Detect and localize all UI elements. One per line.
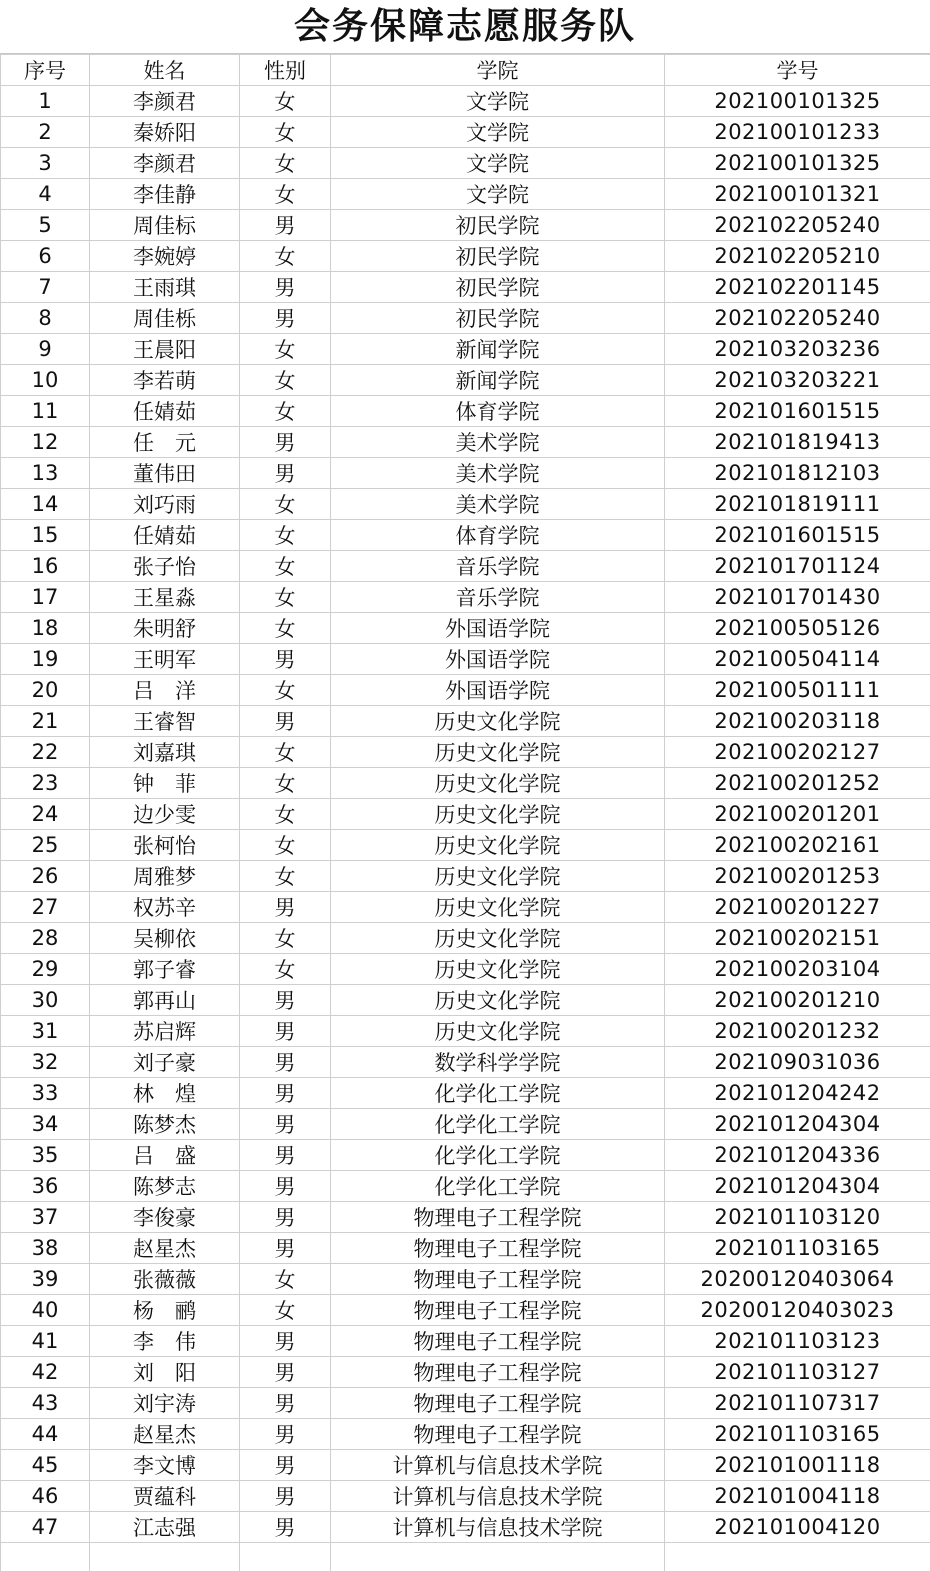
cell-name[interactable]: 陈梦杰 xyxy=(90,1109,240,1140)
cell-gender[interactable]: 女 xyxy=(240,241,331,272)
table-row xyxy=(1,1016,930,1047)
cell-gender[interactable]: 女 xyxy=(240,861,331,892)
table-row xyxy=(1,1047,930,1078)
table-row xyxy=(1,1326,930,1357)
table-row xyxy=(1,520,930,551)
cell-gender[interactable]: 男 xyxy=(240,985,331,1016)
cell-seq[interactable]: 40 xyxy=(1,1295,90,1326)
cell-college[interactable]: 体育学院 xyxy=(331,396,665,427)
cell-college[interactable]: 历史文化学院 xyxy=(331,954,665,985)
cell-gender[interactable]: 女 xyxy=(240,396,331,427)
table-row xyxy=(1,1295,930,1326)
cell-seq[interactable]: 28 xyxy=(1,923,90,954)
cell-gender[interactable]: 男 xyxy=(240,1233,331,1264)
cell-seq[interactable]: 2 xyxy=(1,117,90,148)
cell-student-id[interactable]: 202101001118 xyxy=(665,1450,930,1481)
cell-name[interactable]: 吴柳依 xyxy=(90,923,240,954)
empty-cell[interactable] xyxy=(240,1543,331,1572)
cell-college[interactable]: 历史文化学院 xyxy=(331,706,665,737)
cell-gender[interactable]: 男 xyxy=(240,1450,331,1481)
cell-name[interactable]: 刘嘉琪 xyxy=(90,737,240,768)
cell-college[interactable]: 计算机与信息技术学院 xyxy=(331,1481,665,1512)
cell-name[interactable]: 任婧茹 xyxy=(90,396,240,427)
cell-college[interactable]: 美术学院 xyxy=(331,489,665,520)
cell-name[interactable]: 郭再山 xyxy=(90,985,240,1016)
cell-college[interactable]: 美术学院 xyxy=(331,427,665,458)
cell-name[interactable]: 李婉婷 xyxy=(90,241,240,272)
cell-college[interactable]: 历史文化学院 xyxy=(331,861,665,892)
cell-name[interactable]: 任 元 xyxy=(90,427,240,458)
cell-college[interactable]: 文学院 xyxy=(331,86,665,117)
cell-name[interactable]: 杨 鹂 xyxy=(90,1295,240,1326)
cell-student-id[interactable]: 202101204336 xyxy=(665,1140,930,1171)
cell-name[interactable]: 王明军 xyxy=(90,644,240,675)
cell-college[interactable]: 初民学院 xyxy=(331,303,665,334)
cell-seq[interactable]: 19 xyxy=(1,644,90,675)
cell-college[interactable]: 物理电子工程学院 xyxy=(331,1233,665,1264)
cell-name[interactable]: 李若萌 xyxy=(90,365,240,396)
cell-student-id[interactable]: 202101701430 xyxy=(665,582,930,613)
cell-gender[interactable]: 女 xyxy=(240,489,331,520)
cell-name[interactable]: 陈梦志 xyxy=(90,1171,240,1202)
cell-seq[interactable]: 5 xyxy=(1,210,90,241)
cell-name[interactable]: 苏启辉 xyxy=(90,1016,240,1047)
table-row xyxy=(1,551,930,582)
table-row xyxy=(1,179,930,210)
cell-seq[interactable]: 26 xyxy=(1,861,90,892)
cell-student-id[interactable]: 2020012040306‪4 xyxy=(665,1264,930,1295)
cell-name[interactable]: 吕 盛 xyxy=(90,1140,240,1171)
cell-gender[interactable]: 女 xyxy=(240,737,331,768)
cell-college[interactable]: 初民学院 xyxy=(331,241,665,272)
cell-student-id[interactable]: 202100202151 xyxy=(665,923,930,954)
cell-gender[interactable]: 男 xyxy=(240,1171,331,1202)
cell-student-id[interactable]: 202100101325 xyxy=(665,86,930,117)
cell-name[interactable]: 刘子豪 xyxy=(90,1047,240,1078)
cell-seq[interactable]: 37 xyxy=(1,1202,90,1233)
table-row xyxy=(1,458,930,489)
cell-gender[interactable]: 女 xyxy=(240,613,331,644)
cell-student-id[interactable]: 202101004120 xyxy=(665,1512,930,1543)
cell-seq[interactable]: 21 xyxy=(1,706,90,737)
cell-name[interactable]: 钟 菲 xyxy=(90,768,240,799)
cell-seq[interactable]: 16 xyxy=(1,551,90,582)
cell-student-id[interactable]: 202102205240 xyxy=(665,210,930,241)
cell-seq[interactable]: 30 xyxy=(1,985,90,1016)
table-row xyxy=(1,985,930,1016)
cell-seq[interactable]: 1 xyxy=(1,86,90,117)
table-row xyxy=(1,768,930,799)
cell-student-id[interactable]: 202101819413 xyxy=(665,427,930,458)
cell-college[interactable]: 美术学院 xyxy=(331,458,665,489)
cell-gender[interactable]: 男 xyxy=(240,427,331,458)
cell-student-id[interactable]: 202100101325 xyxy=(665,148,930,179)
cell-gender[interactable]: 女 xyxy=(240,551,331,582)
cell-college[interactable]: 化学化工学院 xyxy=(331,1171,665,1202)
table-row xyxy=(1,365,930,396)
cell-college[interactable]: 外国语学院 xyxy=(331,675,665,706)
cell-student-id[interactable]: 202100203104 xyxy=(665,954,930,985)
cell-student-id[interactable]: 202101701124 xyxy=(665,551,930,582)
table-row xyxy=(1,582,930,613)
cell-seq[interactable]: 24 xyxy=(1,799,90,830)
table-row xyxy=(1,1481,930,1512)
cell-student-id[interactable]: 202100201210 xyxy=(665,985,930,1016)
cell-gender[interactable]: 男 xyxy=(240,1419,331,1450)
cell-seq[interactable]: 42 xyxy=(1,1357,90,1388)
cell-seq[interactable]: 9 xyxy=(1,334,90,365)
cell-college[interactable]: 文学院 xyxy=(331,117,665,148)
cell-seq[interactable]: 18 xyxy=(1,613,90,644)
cell-name[interactable]: 王雨琪 xyxy=(90,272,240,303)
cell-student-id[interactable]: 202101204242 xyxy=(665,1078,930,1109)
cell-seq[interactable]: 35 xyxy=(1,1140,90,1171)
cell-student-id[interactable]: 202102205210 xyxy=(665,241,930,272)
cell-gender[interactable]: 男 xyxy=(240,1326,331,1357)
empty-row xyxy=(1,1543,930,1572)
table-row xyxy=(1,117,930,148)
volunteer-table xyxy=(0,54,930,1572)
cell-student-id[interactable]: 202101819111 xyxy=(665,489,930,520)
cell-gender[interactable]: 女 xyxy=(240,830,331,861)
cell-name[interactable]: 吕 洋 xyxy=(90,675,240,706)
cell-seq[interactable]: 22 xyxy=(1,737,90,768)
cell-student-id[interactable]: 202109031036 xyxy=(665,1047,930,1078)
cell-seq[interactable]: 14 xyxy=(1,489,90,520)
cell-student-id[interactable]: 20200120403023 xyxy=(665,1295,930,1326)
cell-seq[interactable]: 32 xyxy=(1,1047,90,1078)
cell-gender[interactable]: 男 xyxy=(240,1078,331,1109)
cell-gender[interactable]: 女 xyxy=(240,148,331,179)
cell-gender[interactable]: 男 xyxy=(240,1388,331,1419)
cell-college[interactable]: 外国语学院 xyxy=(331,644,665,675)
cell-college[interactable]: 历史文化学院 xyxy=(331,768,665,799)
cell-student-id[interactable]: 202100505126 xyxy=(665,613,930,644)
cell-seq[interactable]: 4 xyxy=(1,179,90,210)
cell-seq[interactable]: 33 xyxy=(1,1078,90,1109)
cell-seq[interactable]: 34 xyxy=(1,1109,90,1140)
cell-gender[interactable]: 女 xyxy=(240,954,331,985)
header-row xyxy=(1,55,930,86)
cell-gender[interactable]: 女 xyxy=(240,520,331,551)
table-row xyxy=(1,1357,930,1388)
cell-student-id[interactable]: 202100101321 xyxy=(665,179,930,210)
cell-gender[interactable]: 女 xyxy=(240,675,331,706)
cell-gender[interactable]: 男 xyxy=(240,1481,331,1512)
cell-student-id[interactable]: 202102205240 xyxy=(665,303,930,334)
cell-college[interactable]: 化学化工学院 xyxy=(331,1140,665,1171)
cell-seq[interactable]: 41 xyxy=(1,1326,90,1357)
cell-student-id[interactable]: 202100504114 xyxy=(665,644,930,675)
cell-college[interactable]: 历史文化学院 xyxy=(331,737,665,768)
cell-student-id[interactable]: 202101601515 xyxy=(665,396,930,427)
cell-name[interactable]: 郭子睿 xyxy=(90,954,240,985)
cell-seq[interactable]: 27 xyxy=(1,892,90,923)
cell-gender[interactable]: 男 xyxy=(240,1140,331,1171)
cell-name[interactable]: 张子怡 xyxy=(90,551,240,582)
cell-name[interactable]: 周佳栎 xyxy=(90,303,240,334)
table-row xyxy=(1,830,930,861)
table-row xyxy=(1,1171,930,1202)
cell-student-id[interactable]: 202101812103 xyxy=(665,458,930,489)
table-row xyxy=(1,1078,930,1109)
cell-college[interactable]: 历史文化学院 xyxy=(331,799,665,830)
cell-gender[interactable]: 女 xyxy=(240,1295,331,1326)
cell-name[interactable]: 李 伟 xyxy=(90,1326,240,1357)
cell-name[interactable]: 李佳静 xyxy=(90,179,240,210)
cell-college[interactable]: 物理电子工程学院 xyxy=(331,1264,665,1295)
table-row xyxy=(1,954,930,985)
cell-gender[interactable]: 男 xyxy=(240,272,331,303)
table-row xyxy=(1,272,930,303)
table-row xyxy=(1,1202,930,1233)
header-name[interactable]: 姓名 xyxy=(90,55,240,86)
cell-name[interactable]: 王晨阳 xyxy=(90,334,240,365)
cell-student-id[interactable]: 202101204304 xyxy=(665,1109,930,1140)
cell-name[interactable]: 董伟田 xyxy=(90,458,240,489)
cell-name[interactable]: 周佳标 xyxy=(90,210,240,241)
cell-name[interactable]: 李颜君 xyxy=(90,86,240,117)
cell-seq[interactable]: 8 xyxy=(1,303,90,334)
cell-name[interactable]: 赵星杰 xyxy=(90,1233,240,1264)
table-row xyxy=(1,1109,930,1140)
cell-name[interactable]: 李俊豪 xyxy=(90,1202,240,1233)
cell-student-id[interactable]: 202101601515 xyxy=(665,520,930,551)
cell-seq[interactable]: 46 xyxy=(1,1481,90,1512)
cell-gender[interactable]: 女 xyxy=(240,768,331,799)
cell-name[interactable]: 李颜君 xyxy=(90,148,240,179)
cell-seq[interactable]: 15 xyxy=(1,520,90,551)
cell-name[interactable]: 张柯怡 xyxy=(90,830,240,861)
cell-gender[interactable]: 男 xyxy=(240,706,331,737)
table-row xyxy=(1,148,930,179)
cell-college[interactable]: 文学院 xyxy=(331,179,665,210)
table-row xyxy=(1,675,930,706)
cell-college[interactable]: 历史文化学院 xyxy=(331,923,665,954)
cell-seq[interactable]: 12 xyxy=(1,427,90,458)
cell-college[interactable]: 音乐学院 xyxy=(331,582,665,613)
header-gender[interactable]: 性别 xyxy=(240,55,331,86)
table-row xyxy=(1,923,930,954)
cell-name[interactable]: 刘巧雨 xyxy=(90,489,240,520)
empty-cell[interactable] xyxy=(1,1543,90,1572)
cell-gender[interactable]: 男 xyxy=(240,1357,331,1388)
cell-name[interactable]: 朱明舒 xyxy=(90,613,240,644)
cell-gender[interactable]: 女 xyxy=(240,334,331,365)
cell-college[interactable]: 化学化工学院 xyxy=(331,1109,665,1140)
cell-seq[interactable]: 39 xyxy=(1,1264,90,1295)
cell-student-id[interactable]: 202101103120 xyxy=(665,1202,930,1233)
cell-name[interactable]: 李文博 xyxy=(90,1450,240,1481)
table-row xyxy=(1,241,930,272)
cell-college[interactable]: 物理电子工程学院 xyxy=(331,1202,665,1233)
cell-student-id[interactable]: 202100202161 xyxy=(665,830,930,861)
cell-name[interactable]: 林 煌 xyxy=(90,1078,240,1109)
cell-student-id[interactable]: 202103203221 xyxy=(665,365,930,396)
cell-gender[interactable]: 男 xyxy=(240,1202,331,1233)
cell-student-id[interactable]: 202101103165 xyxy=(665,1419,930,1450)
cell-college[interactable]: 历史文化学院 xyxy=(331,985,665,1016)
cell-student-id[interactable]: 202101004118 xyxy=(665,1481,930,1512)
cell-college[interactable]: 初民学院 xyxy=(331,272,665,303)
table-row xyxy=(1,1140,930,1171)
cell-college[interactable]: 文学院 xyxy=(331,148,665,179)
cell-college[interactable]: 物理电子工程学院 xyxy=(331,1357,665,1388)
cell-student-id[interactable]: 202100201252 xyxy=(665,768,930,799)
table-row xyxy=(1,489,930,520)
cell-gender[interactable]: 男 xyxy=(240,1512,331,1543)
table-row xyxy=(1,737,930,768)
cell-seq[interactable]: 45 xyxy=(1,1450,90,1481)
cell-seq[interactable]: 13 xyxy=(1,458,90,489)
cell-gender[interactable]: 女 xyxy=(240,923,331,954)
empty-cell[interactable] xyxy=(90,1543,240,1572)
table-row xyxy=(1,1388,930,1419)
cell-seq[interactable]: 20 xyxy=(1,675,90,706)
sheet-title: 会务保障志愿服务队 xyxy=(0,0,930,54)
cell-student-id[interactable]: 202101204304 xyxy=(665,1171,930,1202)
cell-seq[interactable]: 10 xyxy=(1,365,90,396)
table-row xyxy=(1,1233,930,1264)
cell-seq[interactable]: 31 xyxy=(1,1016,90,1047)
empty-cell[interactable] xyxy=(665,1543,930,1572)
cell-college[interactable]: 外国语学院 xyxy=(331,613,665,644)
cell-college[interactable]: 计算机与信息技术学院 xyxy=(331,1512,665,1543)
table-row xyxy=(1,1264,930,1295)
cell-student-id[interactable]: 202100203118 xyxy=(665,706,930,737)
cell-name[interactable]: 江志强 xyxy=(90,1512,240,1543)
table-row xyxy=(1,334,930,365)
header-student-id[interactable]: 学号 xyxy=(665,55,930,86)
cell-student-id[interactable]: 202100201232 xyxy=(665,1016,930,1047)
cell-college[interactable]: 计算机与信息技术学院 xyxy=(331,1450,665,1481)
cell-name[interactable]: 刘宇涛 xyxy=(90,1388,240,1419)
empty-cell[interactable] xyxy=(331,1543,665,1572)
cell-name[interactable]: 任婧茹 xyxy=(90,520,240,551)
cell-seq[interactable]: 11 xyxy=(1,396,90,427)
table-row xyxy=(1,706,930,737)
cell-gender[interactable]: 男 xyxy=(240,1016,331,1047)
cell-gender[interactable]: 女 xyxy=(240,179,331,210)
cell-gender[interactable]: 女 xyxy=(240,1264,331,1295)
cell-gender[interactable]: 男 xyxy=(240,644,331,675)
cell-seq[interactable]: 43 xyxy=(1,1388,90,1419)
table-body xyxy=(1,86,930,1572)
cell-college[interactable]: 物理电子工程学院 xyxy=(331,1419,665,1450)
cell-seq[interactable]: 38 xyxy=(1,1233,90,1264)
cell-college[interactable]: 物理电子工程学院 xyxy=(331,1326,665,1357)
table-row xyxy=(1,861,930,892)
cell-seq[interactable]: 44 xyxy=(1,1419,90,1450)
cell-student-id[interactable]: 202101103127 xyxy=(665,1357,930,1388)
cell-seq[interactable]: 6 xyxy=(1,241,90,272)
cell-student-id[interactable]: 202100101233 xyxy=(665,117,930,148)
cell-college[interactable]: 历史文化学院 xyxy=(331,892,665,923)
header-seq[interactable]: 序号 xyxy=(1,55,90,86)
cell-name[interactable]: 周雅梦 xyxy=(90,861,240,892)
cell-gender[interactable]: 女 xyxy=(240,582,331,613)
cell-name[interactable]: 张薇薇 xyxy=(90,1264,240,1295)
cell-student-id[interactable]: 202102201145 xyxy=(665,272,930,303)
cell-student-id[interactable]: 202100201201 xyxy=(665,799,930,830)
cell-name[interactable]: 秦娇阳 xyxy=(90,117,240,148)
cell-name[interactable]: 贾蕴科 xyxy=(90,1481,240,1512)
header-college[interactable]: 学院 xyxy=(331,55,665,86)
cell-seq[interactable]: 17 xyxy=(1,582,90,613)
cell-seq[interactable]: 47 xyxy=(1,1512,90,1543)
cell-gender[interactable]: 男 xyxy=(240,1109,331,1140)
cell-college[interactable]: 音乐学院 xyxy=(331,551,665,582)
cell-college[interactable]: 物理电子工程学院 xyxy=(331,1295,665,1326)
cell-student-id[interactable]: 202101103123 xyxy=(665,1326,930,1357)
cell-gender[interactable]: 女 xyxy=(240,86,331,117)
cell-college[interactable]: 初民学院 xyxy=(331,210,665,241)
cell-seq[interactable]: 3 xyxy=(1,148,90,179)
table-row xyxy=(1,644,930,675)
cell-student-id[interactable]: 202101103165 xyxy=(665,1233,930,1264)
table-row xyxy=(1,613,930,644)
cell-gender[interactable]: 男 xyxy=(240,303,331,334)
cell-student-id[interactable]: 202103203236 xyxy=(665,334,930,365)
cell-college[interactable]: 体育学院 xyxy=(331,520,665,551)
cell-college[interactable]: 新闻学院 xyxy=(331,334,665,365)
cell-college[interactable]: 数学科学学院 xyxy=(331,1047,665,1078)
cell-gender[interactable]: 男 xyxy=(240,892,331,923)
cell-gender[interactable]: 男 xyxy=(240,1047,331,1078)
cell-gender[interactable]: 男 xyxy=(240,210,331,241)
cell-gender[interactable]: 女 xyxy=(240,365,331,396)
cell-student-id[interactable]: 202100201253 xyxy=(665,861,930,892)
cell-seq[interactable]: 29 xyxy=(1,954,90,985)
table-row xyxy=(1,396,930,427)
table-row xyxy=(1,799,930,830)
cell-name[interactable]: 权苏辛 xyxy=(90,892,240,923)
cell-student-id[interactable]: 202100202127 xyxy=(665,737,930,768)
table-row xyxy=(1,86,930,117)
table-row xyxy=(1,1419,930,1450)
cell-name[interactable]: 王睿智 xyxy=(90,706,240,737)
cell-college[interactable]: 化学化工学院 xyxy=(331,1078,665,1109)
cell-college[interactable]: 新闻学院 xyxy=(331,365,665,396)
cell-student-id[interactable]: 202100501111 xyxy=(665,675,930,706)
table-row xyxy=(1,892,930,923)
cell-name[interactable]: 王星淼 xyxy=(90,582,240,613)
cell-college[interactable]: 历史文化学院 xyxy=(331,1016,665,1047)
cell-name[interactable]: 边少雯 xyxy=(90,799,240,830)
cell-gender[interactable]: 女 xyxy=(240,117,331,148)
cell-gender[interactable]: 男 xyxy=(240,458,331,489)
table-row xyxy=(1,303,930,334)
cell-gender[interactable]: 女 xyxy=(240,799,331,830)
cell-seq[interactable]: 25 xyxy=(1,830,90,861)
cell-seq[interactable]: 23 xyxy=(1,768,90,799)
cell-name[interactable]: 刘 阳 xyxy=(90,1357,240,1388)
table-row xyxy=(1,1512,930,1543)
table-row xyxy=(1,210,930,241)
cell-name[interactable]: 赵星杰 xyxy=(90,1419,240,1450)
cell-student-id[interactable]: 202100201227 xyxy=(665,892,930,923)
cell-seq[interactable]: 36 xyxy=(1,1171,90,1202)
cell-college[interactable]: 历史文化学院 xyxy=(331,830,665,861)
cell-college[interactable]: 物理电子工程学院 xyxy=(331,1388,665,1419)
cell-seq[interactable]: 7 xyxy=(1,272,90,303)
table-row xyxy=(1,427,930,458)
cell-student-id[interactable]: 202101107317 xyxy=(665,1388,930,1419)
